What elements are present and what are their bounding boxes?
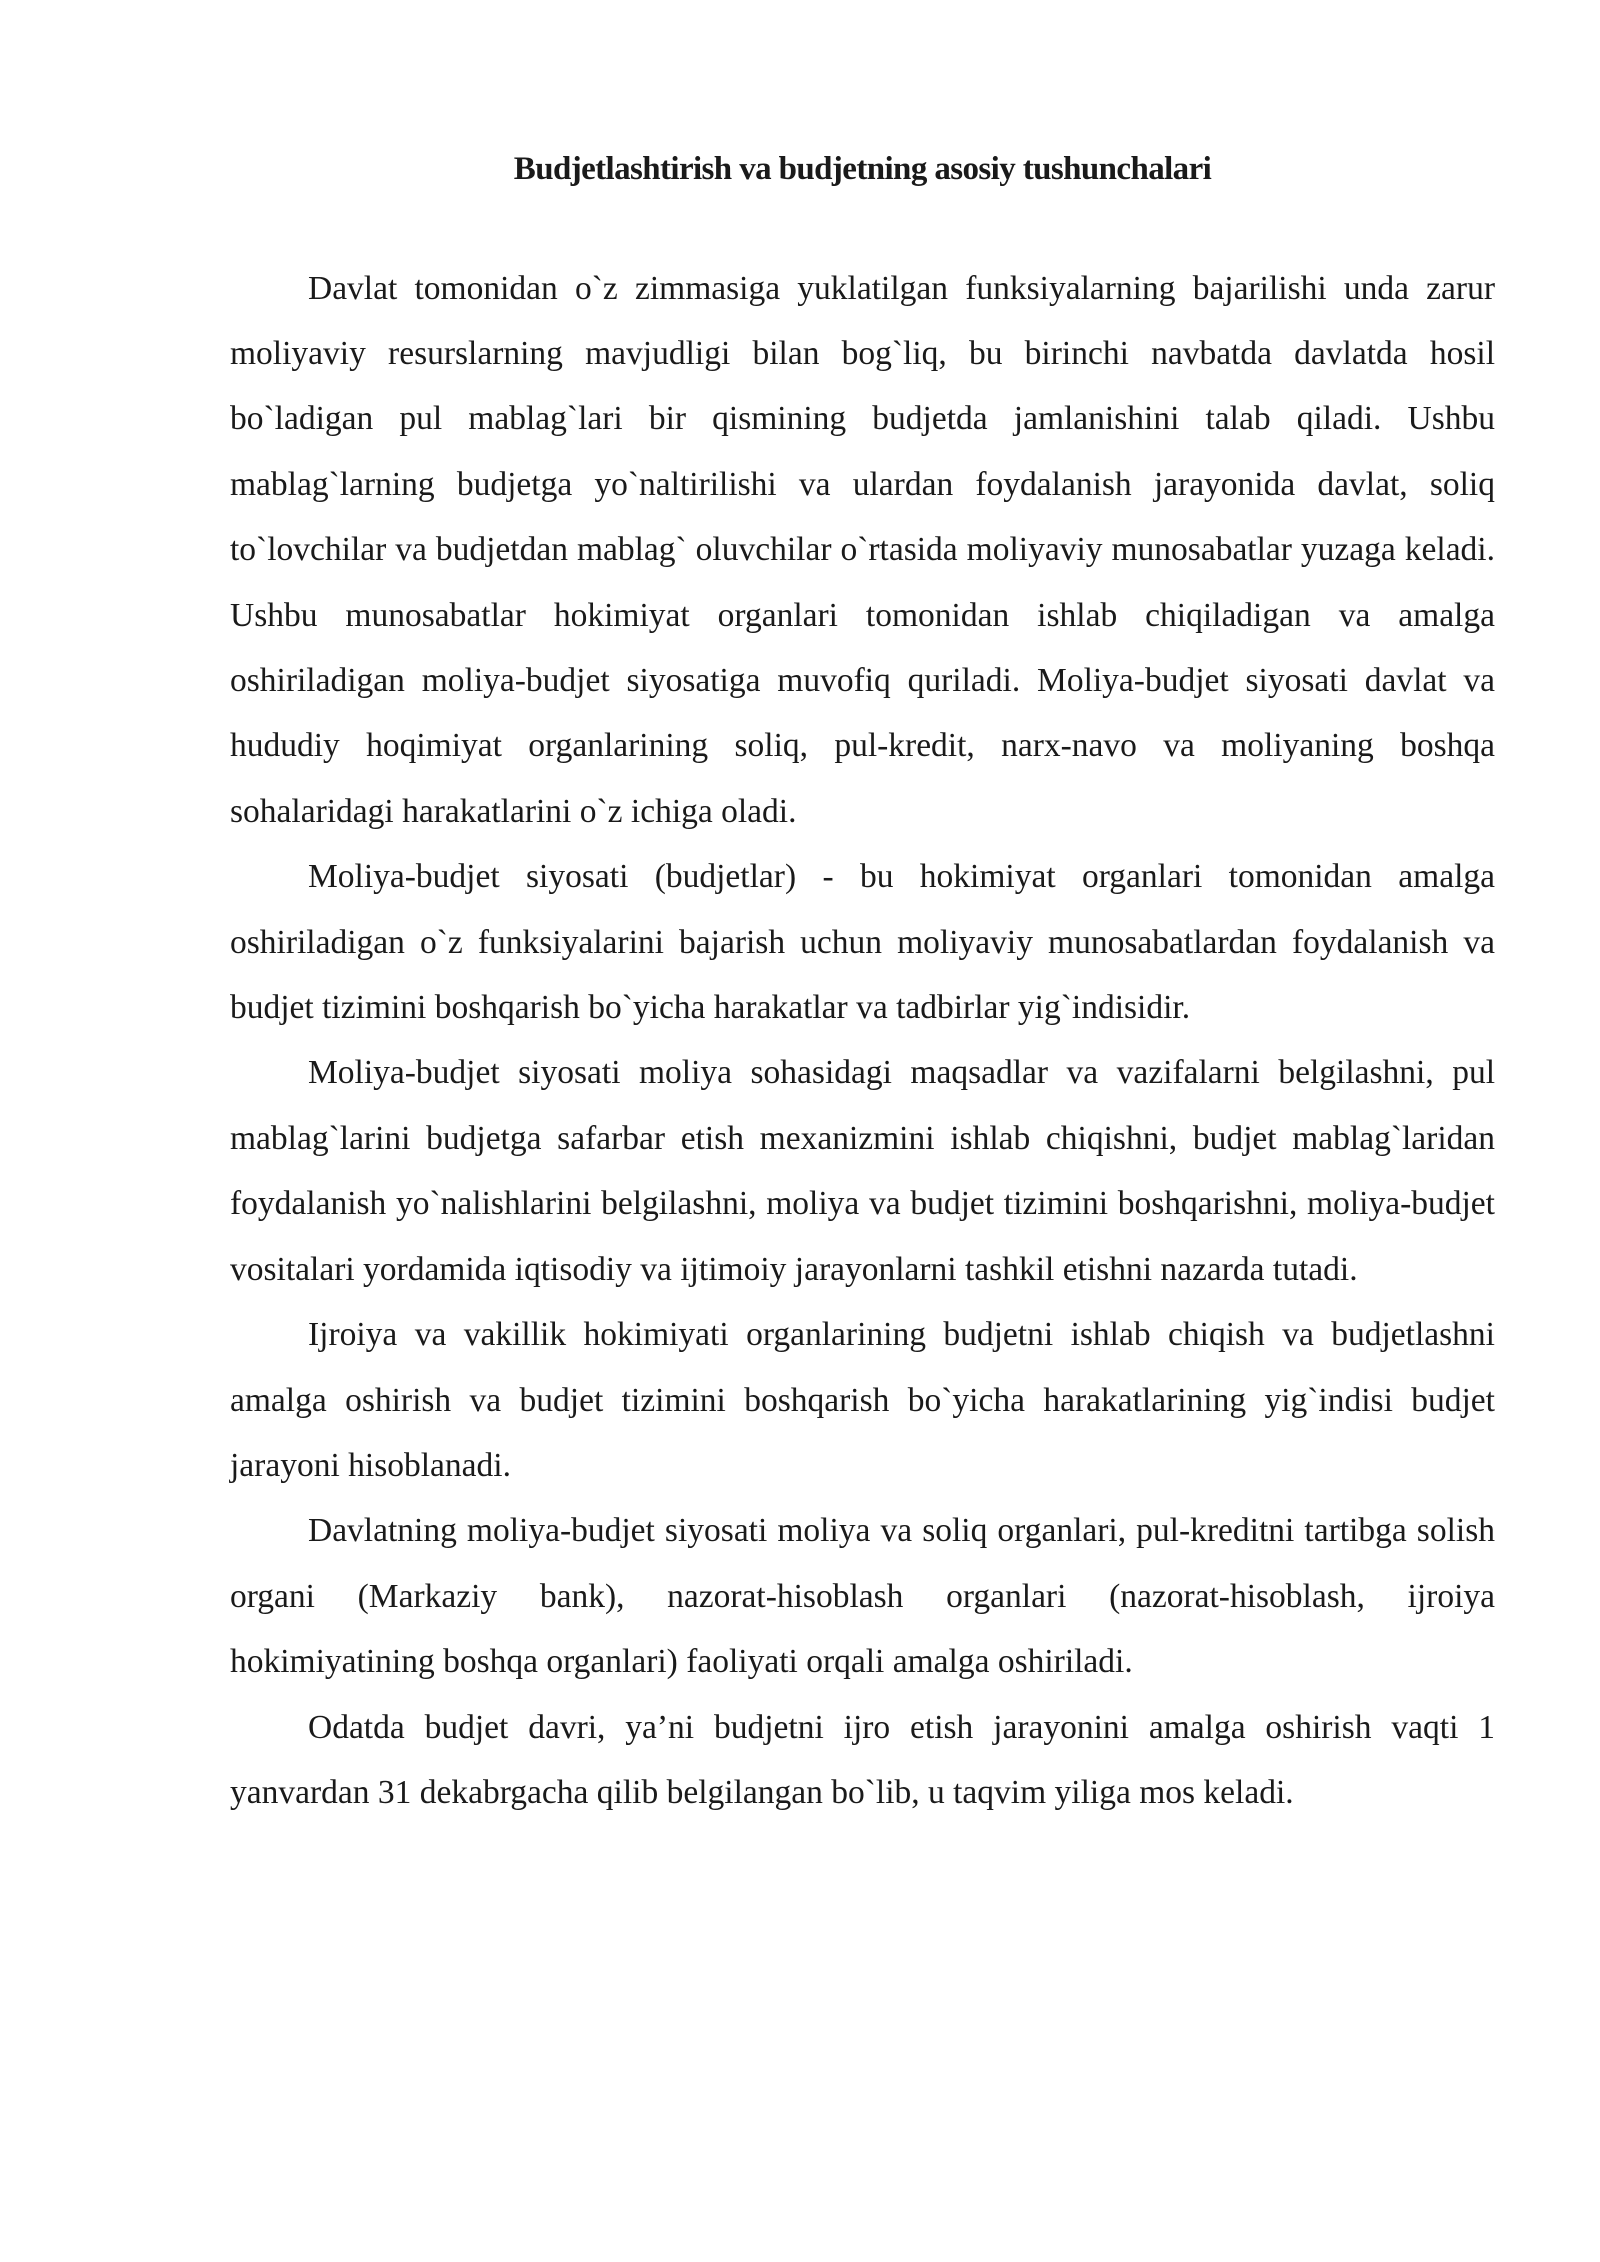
- paragraph: Moliya-budjet siyosati moliya sohasidagi maqsadlar va vazifalarni belgilashni, pul mablag`larini budjetga safarbar etish mexanizmini ishlab chiqishni, budjet mablag`laridan foydalanish yo`nalishlarini belgilashni, moliya va budjet tizimini boshqarishni, moliya-budjet vositalari yordamida iqtisodiy va ijtimoiy jarayonlarni tashkil etishni nazarda tutadi.: [230, 1054, 1495, 1288]
- paragraph: Davlatning moliya-budjet siyosati moliya va soliq organlari, pul-kreditni tartibga solish organi (Markaziy bank), nazorat-hisoblash organlari (nazorat-hisoblash, ijroiya hokimiyatining boshqa organlari) faoliyati orqali amalga oshiriladi.: [230, 1512, 1495, 1681]
- paragraph: Moliya-budjet siyosati (budjetlar) - bu hokimiyat organlari tomonidan amalga oshiriladigan o`z funksiyalarini bajarish uchun moliyaviy munosabatlardan foydalanish va budjet tizimini boshqarish bo`yicha harakatlar va tadbirlar yig`indisidir.: [230, 858, 1495, 1027]
- document-title: Budjetlashtirish va budjetning asosiy tushunchalari: [513, 151, 1212, 187]
- paragraph: Davlat tomonidan o`z zimmasiga yuklatilgan funksiyalarning bajarilishi unda zarur moliyaviy resurslarning mavjudligi bilan bog`liq, bu birinchi navbatda davlatda hosil bo`ladigan pul mablag`lari bir qismining budjetda jamlanishini talab qiladi. Ushbu mablag`larning budjetga yo`naltirilishi va ulardan foydalanish jarayonida davlat, soliq to`lovchilar va budjetdan mablag` oluvchilar o`rtasida moliyaviy munosabatlar yuzaga keladi. Ushbu munosabatlar hokimiyat organlari tomonidan ishlab chiqiladigan va amalga oshiriladigan moliya-budjet siyosatiga muvofiq quriladi. Moliya-budjet siyosati davlat va hududiy hoqimiyat organlarining soliq, pul-kredit, narx-navo va moliyaning boshqa sohalaridagi harakatlarini o`z ichiga oladi.: [230, 269, 1495, 830]
- paragraph: Ijroiya va vakillik hokimiyati organlarining budjetni ishlab chiqish va budjetlashni amalga oshirish va budjet tizimini boshqarish bo`yicha harakatlarining yig`indisi budjet jarayoni hisoblanadi.: [230, 1316, 1495, 1484]
- paragraph: Odatda budjet davri, ya’ni budjetni ijro etish jarayonini amalga oshirish vaqti 1 yanvardan 31 dekabrgacha qilib belgilangan bo`lib, u taqvim yiliga mos keladi.: [230, 1708, 1495, 1811]
- document-page: [230, 150, 1495, 1825]
- document-body: [230, 256, 1495, 1826]
